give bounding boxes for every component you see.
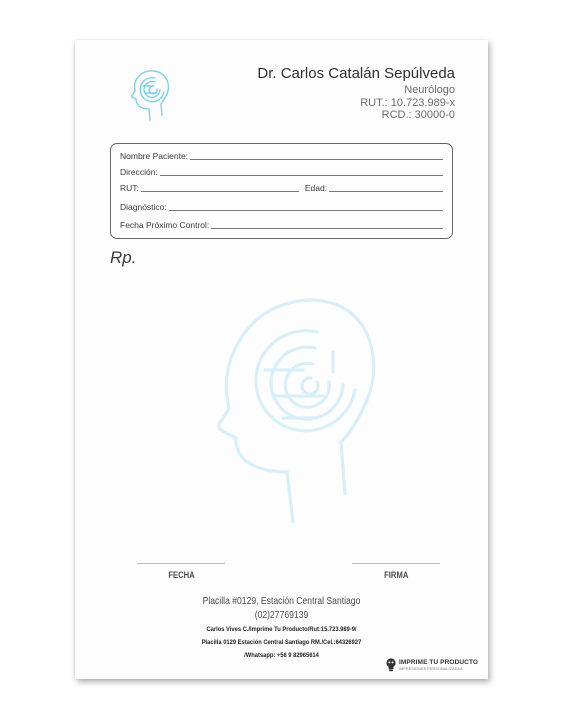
head-labyrinth-logo-icon <box>127 68 171 122</box>
date-label: FECHA <box>168 570 195 580</box>
doctor-rut: RUT.: 10.723.989-x <box>360 97 455 109</box>
head-labyrinth-watermark-icon <box>205 290 380 525</box>
address-field[interactable] <box>160 175 443 176</box>
patient-name-label: Nombre Paciente: <box>120 151 189 161</box>
brand-name: IMPRIME TU PRODUCTO <box>399 659 479 666</box>
patient-name-row <box>120 149 443 161</box>
footer-printer-info-line2: Placilla 0129 Estación Central Santiago RM./Cel.:64326927 <box>201 639 362 646</box>
footer-printer-info-line1: Carlos Vives C./Imprime Tu Producto/Rut:15.723.989-9/ <box>206 626 357 633</box>
prescription-sheet <box>75 40 488 679</box>
next-date-row <box>120 218 443 230</box>
rp-label: Rp. <box>110 248 137 267</box>
diagnosis-row <box>120 200 443 212</box>
rut-field[interactable] <box>141 191 299 192</box>
age-label: Edad: <box>304 183 328 193</box>
diagnosis-label: Diagnóstico: <box>120 202 167 212</box>
next-date-label: Fecha Próximo Control: <box>120 220 210 230</box>
address-label: Dirección: <box>120 167 158 177</box>
address-row <box>120 165 443 177</box>
rut-age-row <box>120 181 443 193</box>
rut-label: RUT: <box>120 183 139 193</box>
patient-info-box <box>110 143 453 239</box>
brand-tagline: IMPRESIONES PERSONALIZADAS <box>399 667 463 671</box>
printer-brand-logo <box>385 658 480 674</box>
doctor-rcd: RCD.: 30000-0 <box>381 109 455 121</box>
date-signature-line <box>137 563 225 564</box>
footer-address: Placilla #0129, Estación Central Santiago <box>202 596 361 607</box>
footer-printer-info-line3: /Whatsapp: +56 9 82965614 <box>244 652 319 659</box>
signature-label: FIRMA <box>384 570 409 580</box>
signature-line <box>352 563 440 564</box>
lightbulb-icon <box>385 658 397 672</box>
footer-phone: (02)27769139 <box>254 610 309 621</box>
doctor-specialty: Neurólogo <box>404 84 455 96</box>
age-field[interactable] <box>329 191 443 192</box>
diagnosis-field[interactable] <box>169 210 443 211</box>
next-date-field[interactable] <box>211 228 443 229</box>
patient-name-field[interactable] <box>190 159 443 160</box>
doctor-name: Dr. Carlos Catalán Sepúlveda <box>257 65 455 82</box>
